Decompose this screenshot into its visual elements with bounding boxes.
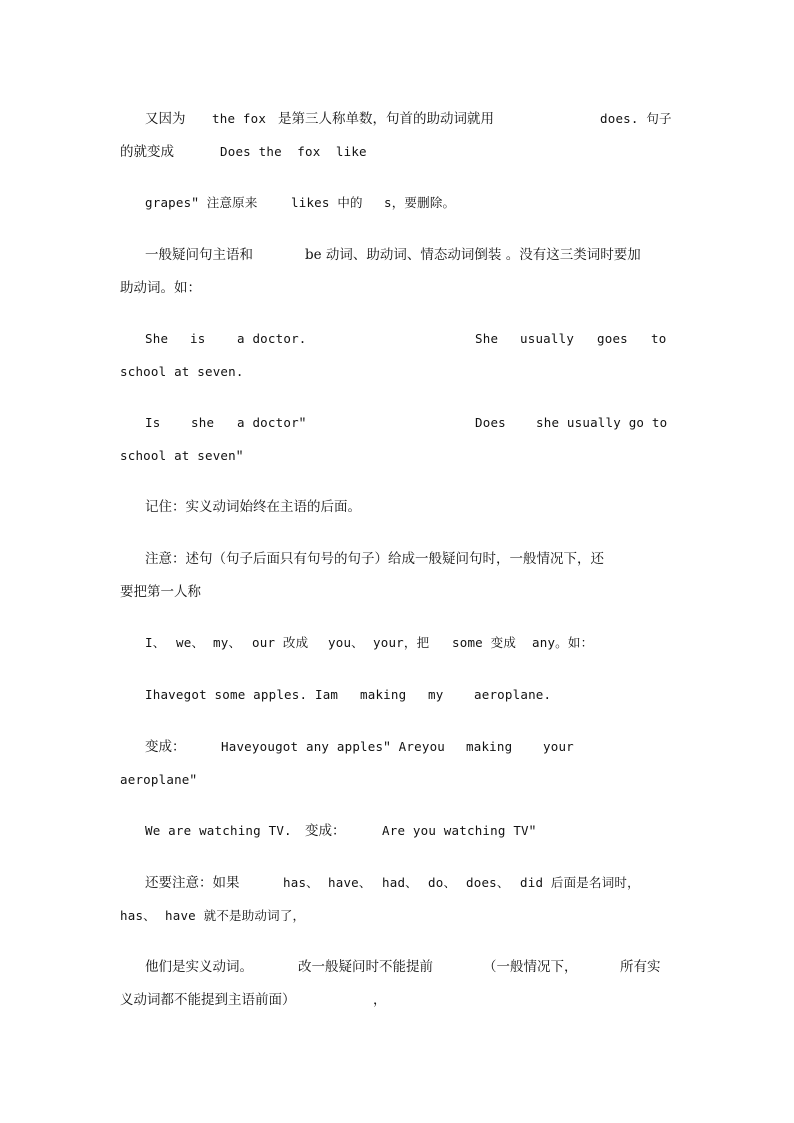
text-segment: your，把: [373, 635, 430, 650]
text-segment: 所有实: [620, 959, 661, 975]
text-segment: had、: [382, 875, 418, 890]
text-segment: we、: [176, 635, 205, 650]
paragraph-13-line-2: [0, 992, 387, 1040]
paragraph-5-line-2: [0, 448, 244, 480]
text-segment: goes: [597, 331, 628, 346]
text-segment: any。如：: [532, 635, 594, 650]
text-segment: 注意：述句（句子后面只有句号的句子）给成一般疑问句时，一般情况下，还: [145, 551, 604, 567]
text-segment: a doctor.: [237, 331, 307, 346]
text-segment: has、: [120, 908, 156, 923]
text-segment: making: [360, 687, 407, 702]
text-segment: school at sevenʺ: [120, 448, 244, 463]
text-segment: Are you watching TVʺ: [382, 823, 537, 838]
text-segment: 要把第一人称: [120, 584, 201, 600]
text-segment: 的就变成: [120, 144, 174, 160]
text-segment: usually: [520, 331, 575, 346]
text-segment: a doctorʺ: [237, 415, 307, 430]
text-segment: does、: [466, 875, 510, 890]
text-segment: did 后面是名词时，: [520, 875, 640, 890]
text-segment: aeroplane.: [474, 687, 552, 702]
text-segment: my: [428, 687, 444, 702]
text-segment: Haveyougot any applesʺ Areyou: [221, 739, 446, 754]
paragraph-7-line-1: [0, 551, 604, 583]
text-segment: （一般情况下，: [483, 959, 578, 975]
text-segment: I、: [145, 635, 166, 650]
text-segment: 变成：: [305, 823, 346, 839]
paragraph-7-line-2: [0, 584, 201, 616]
text-segment: school at seven.: [120, 364, 244, 379]
text-segment: We are watching TV.: [145, 823, 292, 838]
text-segment: has、: [283, 875, 319, 890]
text-segment: Ihavegot some apples. Iam: [145, 687, 339, 702]
text-segment: does. 句子: [600, 111, 672, 126]
text-segment: She: [145, 331, 169, 346]
text-segment: our 改成: [252, 635, 309, 650]
text-segment: She: [475, 331, 499, 346]
text-segment: Is: [145, 415, 161, 430]
text-segment: grapesʺ 注意原来: [145, 195, 258, 210]
text-segment: aeroplaneʺ: [120, 772, 198, 787]
text-segment: some 变成: [452, 635, 517, 650]
paragraph-10-line-2: [0, 772, 198, 804]
text-segment: 一般疑问句主语和: [145, 247, 253, 263]
paragraph-1-line-2: [0, 144, 367, 192]
text-segment: 是第三人称单数，句首的助动词就用: [278, 111, 494, 127]
text-segment: 助动词。如：: [120, 280, 201, 296]
text-segment: have、: [328, 875, 372, 890]
text-segment: 又因为: [145, 111, 186, 127]
text-segment: 变成：: [145, 739, 186, 755]
text-segment: ，: [373, 992, 387, 1008]
text-segment: 他们是实义动词。: [145, 959, 253, 975]
text-segment: she: [191, 415, 215, 430]
text-segment: be 动词、助动词、情态动词倒装 。没有这三类词时要加: [305, 247, 641, 263]
text-segment: 义动词都不能提到主语前面）: [120, 992, 296, 1008]
text-segment: have 就不是助动词了，: [165, 908, 306, 923]
text-segment: do、: [428, 875, 457, 890]
text-segment: the fox: [212, 111, 267, 126]
text-segment: your: [543, 739, 574, 754]
paragraph-3-line-2: [0, 280, 201, 312]
text-segment: is: [190, 331, 206, 346]
text-segment: 还要注意：如果: [145, 875, 240, 891]
text-segment: making: [466, 739, 513, 754]
text-segment: likes 中的: [291, 195, 363, 210]
text-segment: 改一般疑问时不能提前: [298, 959, 433, 975]
text-segment: you、: [328, 635, 364, 650]
paragraph-6: [0, 499, 361, 531]
text-segment: 记住：实义动词始终在主语的后面。: [145, 499, 361, 515]
text-segment: she usually go to: [536, 415, 668, 430]
text-segment: to: [651, 331, 667, 346]
paragraph-4-line-2: [0, 364, 244, 396]
text-segment: s，要删除。: [384, 195, 456, 210]
text-segment: my、: [213, 635, 242, 650]
paragraph-12-line-2: [0, 908, 306, 956]
text-segment: Does: [475, 415, 506, 430]
text-segment: Does the fox like: [220, 144, 367, 159]
